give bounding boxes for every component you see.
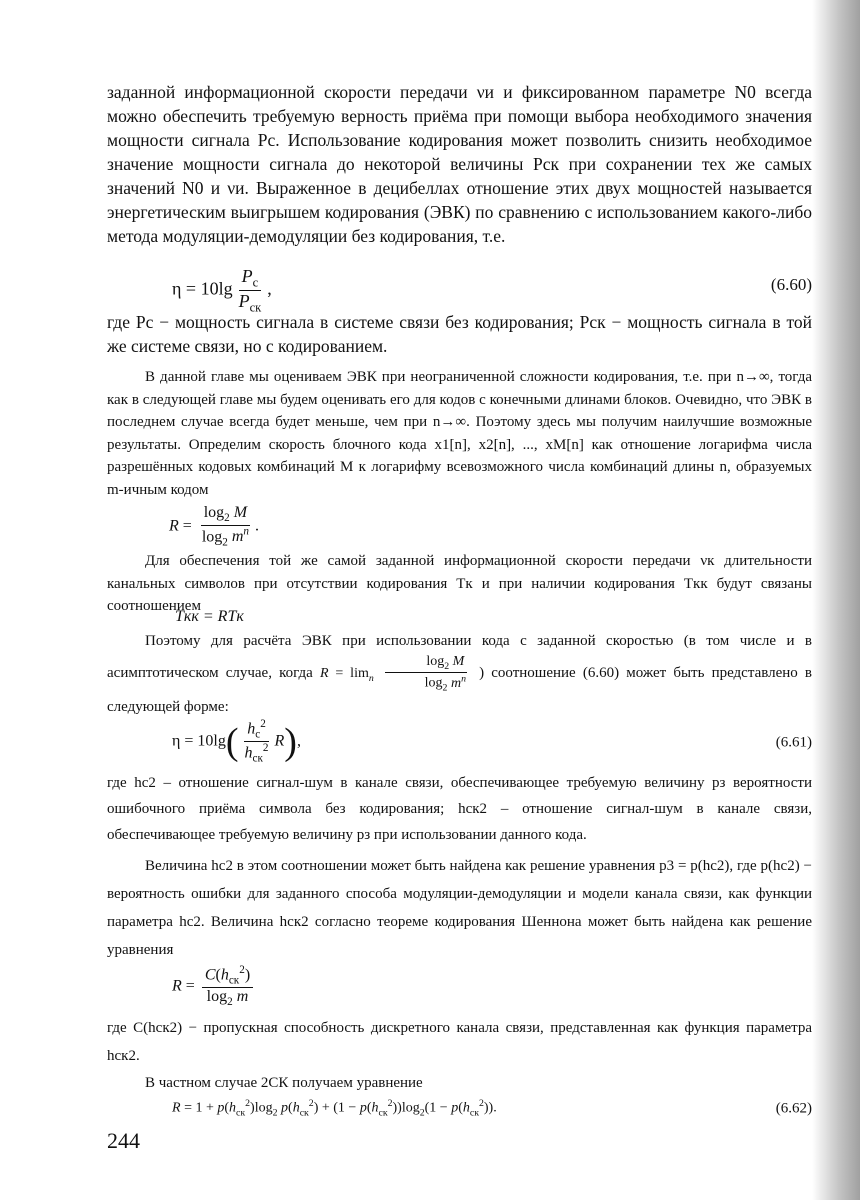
paragraph-text [107, 628, 812, 720]
paragraph-definitions [107, 310, 812, 358]
equation-tkk [107, 608, 812, 630]
paragraph-intro [107, 80, 812, 248]
paragraph-text: В частном случае 2СК получаем уравнение [145, 1075, 423, 1091]
paragraph-capacity [107, 1014, 812, 1070]
equation-6-62 [107, 1094, 812, 1124]
equation-number: (6.60) [770, 275, 812, 294]
formula-limit: $R = \lim_n$ $\frac{\log_2 M}{\log_2 m^n}$ [319, 654, 466, 694]
paragraph-text: Для обеспечения той же самой заданной информационной скорости передачи νк длительности канальных символов при отсутствии кодирования Tк и при наличии кодирования Tкк будут связаны соотношением [107, 553, 812, 614]
formula-eta-ratio: η = 10lg $\frac{P_c}{P_{ск}}$ , [172, 266, 272, 315]
paragraph-text-part-a: Поэтому для расчёта ЭВК при использовании кода с заданной скоростью (в том числе и в асимптотическом случае, когда [107, 633, 812, 682]
paragraph-text-part-b: ) соотношение (6.60) может быть представлено в следующей форме: [107, 665, 813, 715]
formula-capacity-rate: R = $\frac{C(h_{ск}^2)}{\log_2 m}$ [172, 964, 256, 1009]
formula-bsc-capacity: $R = 1 + p(h_{ск}^2)\log_2$ $p(h_{ск}^2) + (1 - p(h_{ск}^2))\log_2(1 - p(h_{ск}^2))$. [172, 1098, 497, 1119]
paragraph-text: где hc2 – отношение сигнал-шум в канале связи, обеспечивающее требуемую величину pз вероятности ошибочного приёма символа без кодирования; hск2 – отношение сигнал-шум в канале связи, обеспечивающее требуемую величину pз при использовании данного кода. [107, 775, 812, 843]
page-number: 244 [107, 1128, 140, 1153]
paragraph-text: В данной главе мы оцениваем ЭВК при неограниченной сложности кодирования, т.е. при n→∞, тогда как в следующей главе мы будем оценивать его для кодов с конечными длинами блоков. Очевидно, что ЭВК в последнем случае всегда будет меньше, чем при n→∞. Поэтому здесь мы получим наилучшие возможные результаты. Определим скорость блочного кода x1[n], x2[n], ..., xM[n] как отношение логарифма числа разрешённых кодовых комбинаций M к логарифму всевозможного числа комбинаций длины n, образуемых m-ичным кодом [107, 369, 812, 498]
paragraph-snr-definitions [107, 770, 812, 848]
equation-number: (6.62) [775, 1100, 812, 1117]
formula-tkk: Tкк = RTк [175, 608, 244, 625]
equation-6-61 [107, 712, 812, 774]
equation-number: (6.61) [775, 734, 812, 751]
formula-eta-snr: η = 10lg( $\frac{h_c^2}{h_{ск}^2}$ R), [172, 718, 301, 765]
paragraph-text: где Pc − мощность сигнала в системе связи без кодирования; Pск − мощность сигнала в той же системе связи, но с кодированием. [107, 312, 812, 356]
page-edge-shadow [812, 0, 860, 1200]
paragraph-text: где C(hск2) − пропускная способность дискретного канала связи, представленная как функция параметра hск2. [107, 1020, 812, 1064]
equation-6-60 [107, 262, 812, 315]
paragraph-text: Величина hc2 в этом соотношении может быть найдена как решение уравнения p3 = p(hc2), где p(hc2) − вероятность ошибки для заданного способа модуляции-демодуляции и модели канала связи, как функции параметра hc2. Величина hск2 согласно теореме кодирования Шеннона может быть найдена как решение уравнения [107, 858, 812, 958]
equation-code-rate [107, 500, 812, 548]
formula-rate: R = $\frac{\log_2 M}{\log_2 m^n}$ . [169, 504, 260, 549]
paragraph-bsc [107, 1072, 812, 1095]
paragraph-asymptotic [107, 628, 812, 720]
equation-capacity [107, 960, 812, 1012]
paragraph-shannon [107, 852, 812, 964]
paragraph-code-rate [107, 366, 812, 501]
paragraph-text: заданной информационной скорости передачи νи и фиксированном параметре N0 всегда можно обеспечить требуемую верность приёма при помощи выбора необходимого значения мощности сигнала Pc. Использование кодирования может позволить снизить необходимое значение мощности сигнала до некоторой величины Pск при сохранении тех же самых значений N0 и νи. Выраженное в децибеллах отношение этих двух мощностей называется энергетическим выигрышем кодирования (ЭВК) по сравнению с использованием какого-либо метода модуляции-демодуляции без кодирования, т.е. [107, 82, 812, 246]
